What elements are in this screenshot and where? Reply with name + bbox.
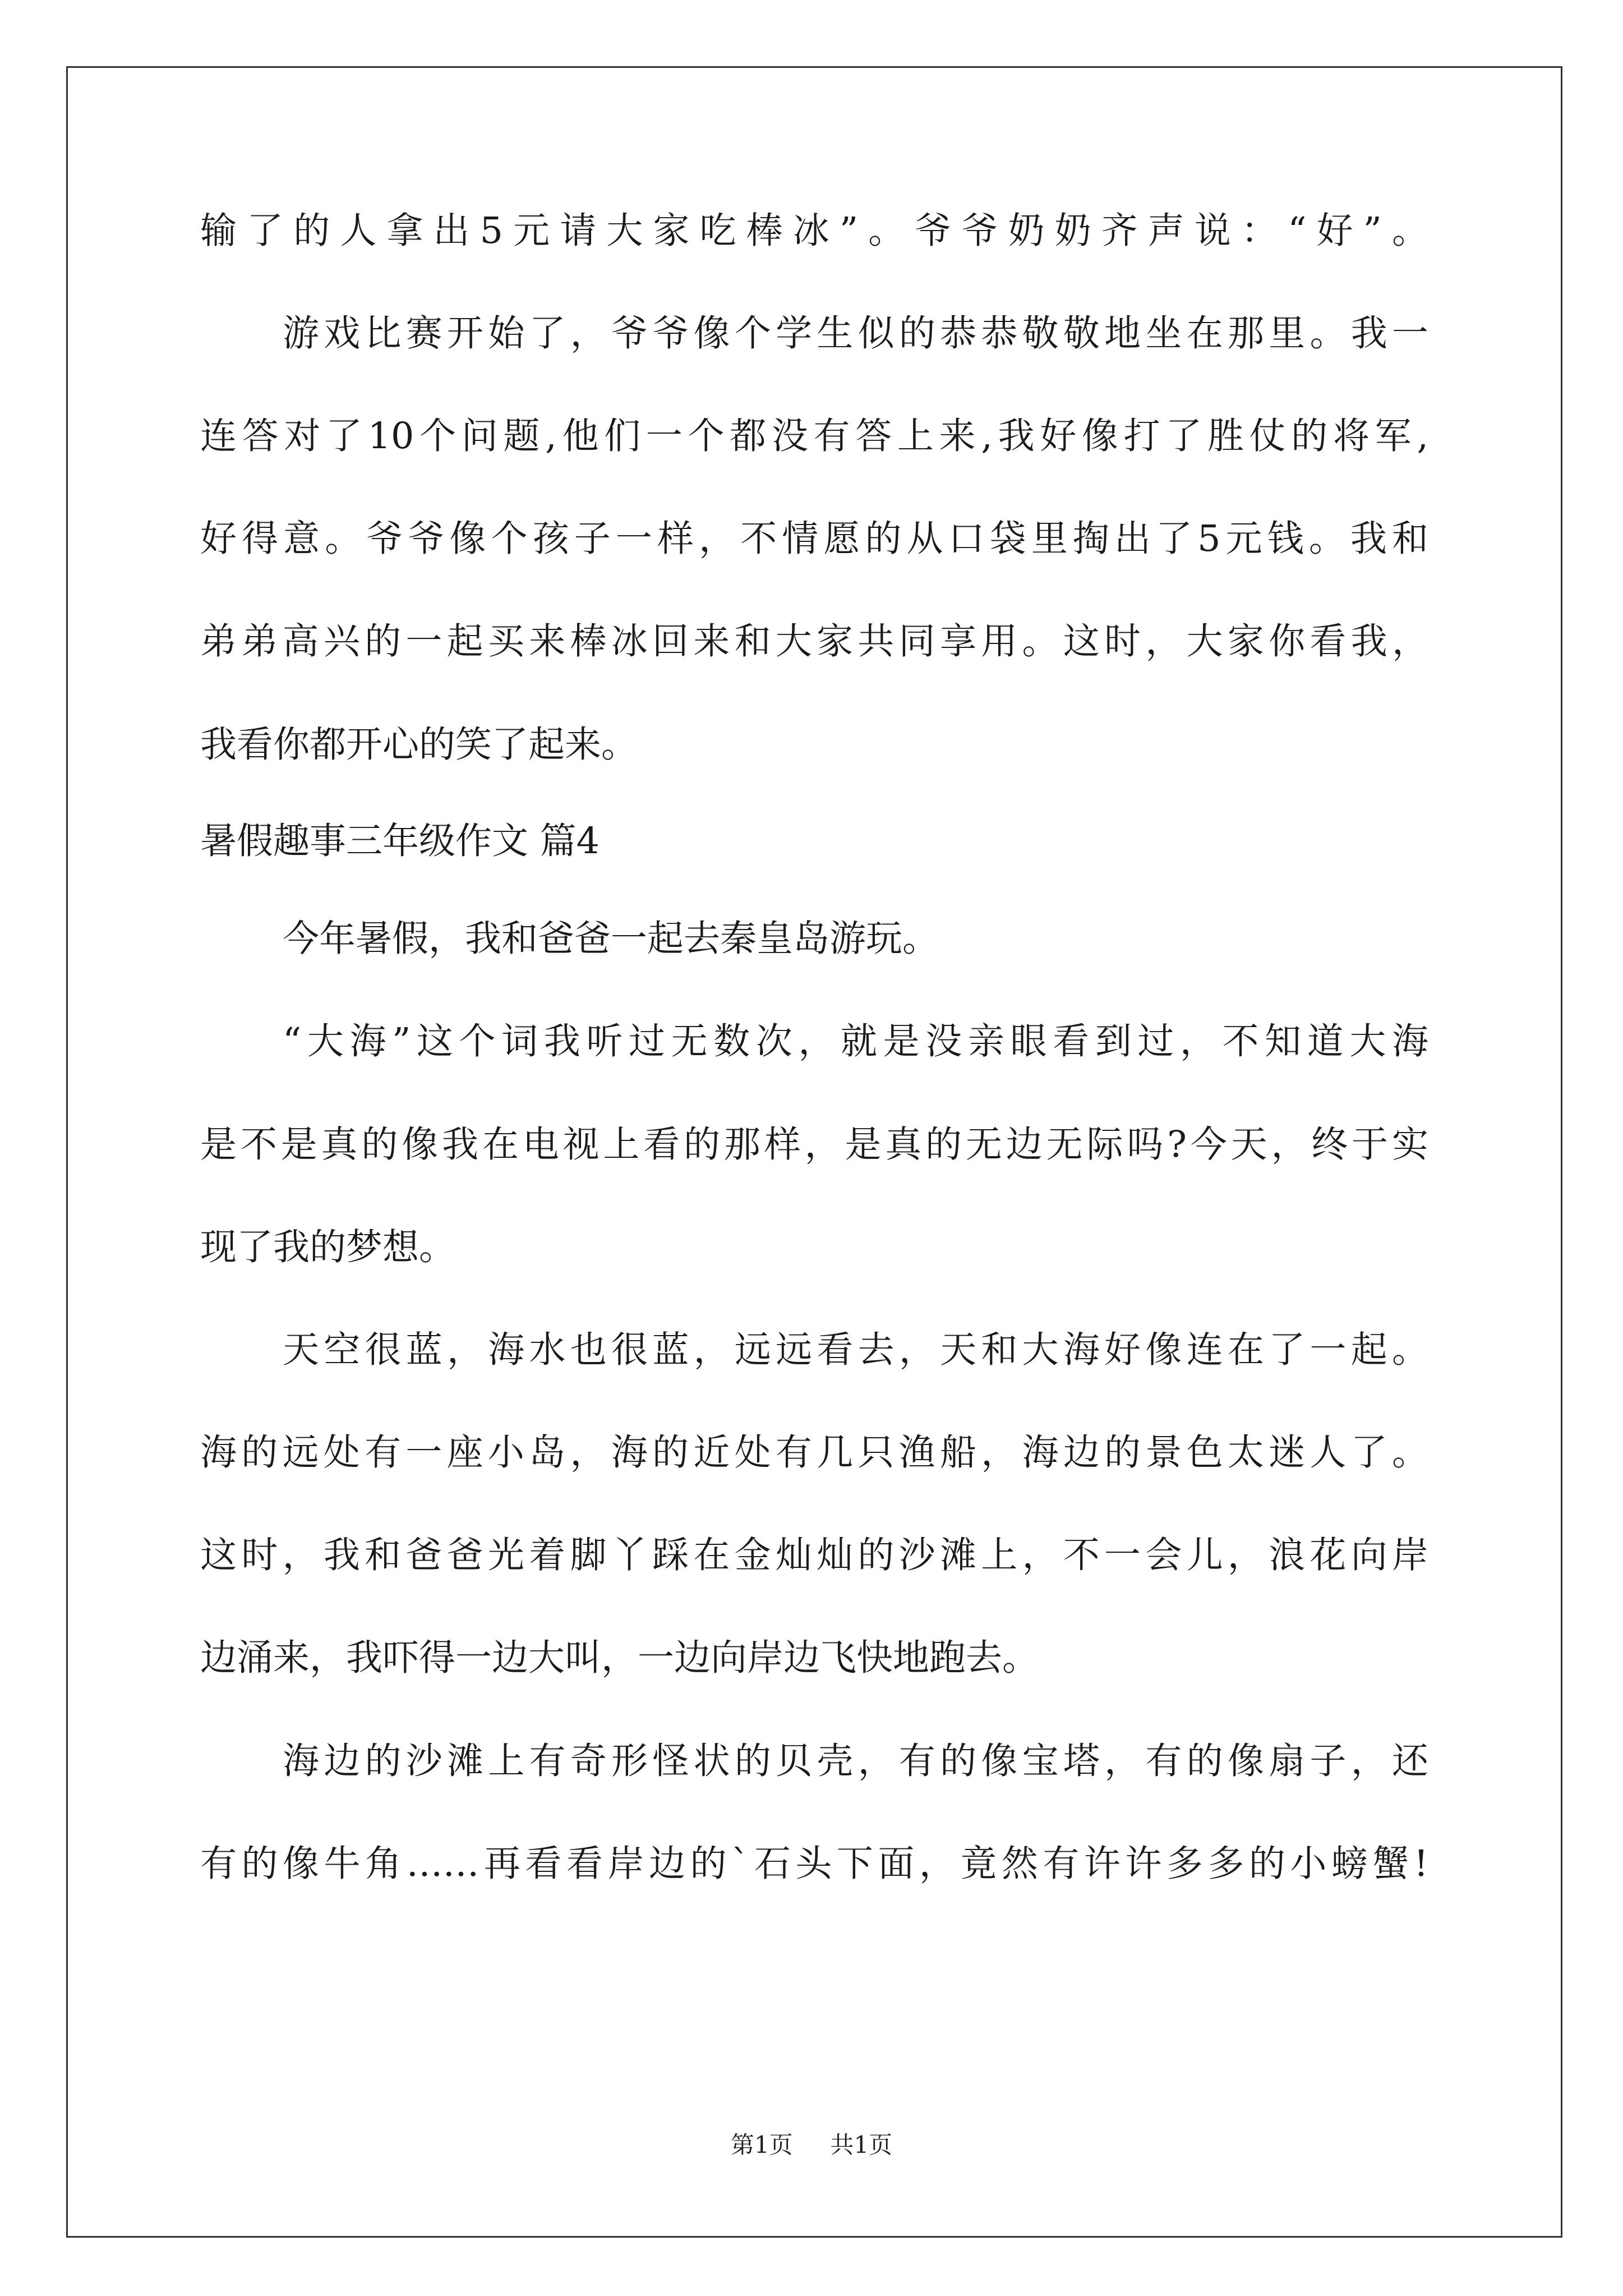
paragraph-line: 海边的沙滩上有奇形怪状的贝壳，有的像宝塔，有的像扇子，还	[283, 1740, 1428, 1782]
paragraph-line: 我看你都开心的笑了起来。	[200, 724, 638, 766]
paragraph-line: 天空很蓝，海水也很蓝，远远看去，天和大海好像连在了一起。	[283, 1329, 1428, 1371]
paragraph-line: 有的像牛角……再看看岸边的`石头下面，竟然有许许多多的小螃蟹!	[200, 1843, 1428, 1885]
paragraph-line: 好得意。爷爷像个孩子一样，不情愿的从口袋里掏出了5元钱。我和	[200, 518, 1428, 560]
paragraph-line: 游戏比赛开始了，爷爷像个学生似的恭恭敬敬地坐在那里。我一	[283, 312, 1428, 355]
page-total: 共1页	[830, 2131, 893, 2159]
paragraph-line: 弟弟高兴的一起买来棒冰回来和大家共同享用。这时，大家你看我，	[200, 620, 1428, 662]
paragraph-line: 今年暑假，我和爸爸一起去秦皇岛游玩。	[283, 918, 939, 960]
paragraph-line: 海的远处有一座小岛，海的近处有几只渔船，海边的景色太迷人了。	[200, 1432, 1428, 1474]
paragraph-line: 连答对了10个问题,他们一个都没有答上来,我好像打了胜仗的将军,	[200, 415, 1428, 457]
paragraph-line: 现了我的梦想。	[200, 1226, 456, 1268]
page-footer	[0, 2128, 1623, 2162]
paragraph-line: 输了的人拿出5元请大家吃棒冰”。爷爷奶奶齐声说：“好”。	[200, 210, 1428, 252]
paragraph-line: 这时，我和爸爸光着脚丫踩在金灿灿的沙滩上，不一会儿，浪花向岸	[200, 1534, 1428, 1576]
section-heading: 暑假趣事三年级作文 篇4	[200, 820, 600, 862]
paragraph-line: 边涌来，我吓得一边大叫，一边向岸边飞快地跑去。	[200, 1637, 1039, 1679]
page-number: 第1页	[730, 2131, 793, 2159]
paragraph-line: “大海”这个词我听过无数次，就是没亲眼看到过，不知道大海	[283, 1020, 1428, 1062]
paragraph-line: 是不是真的像我在电视上看的那样，是真的无边无际吗?今天，终于实	[200, 1124, 1428, 1166]
